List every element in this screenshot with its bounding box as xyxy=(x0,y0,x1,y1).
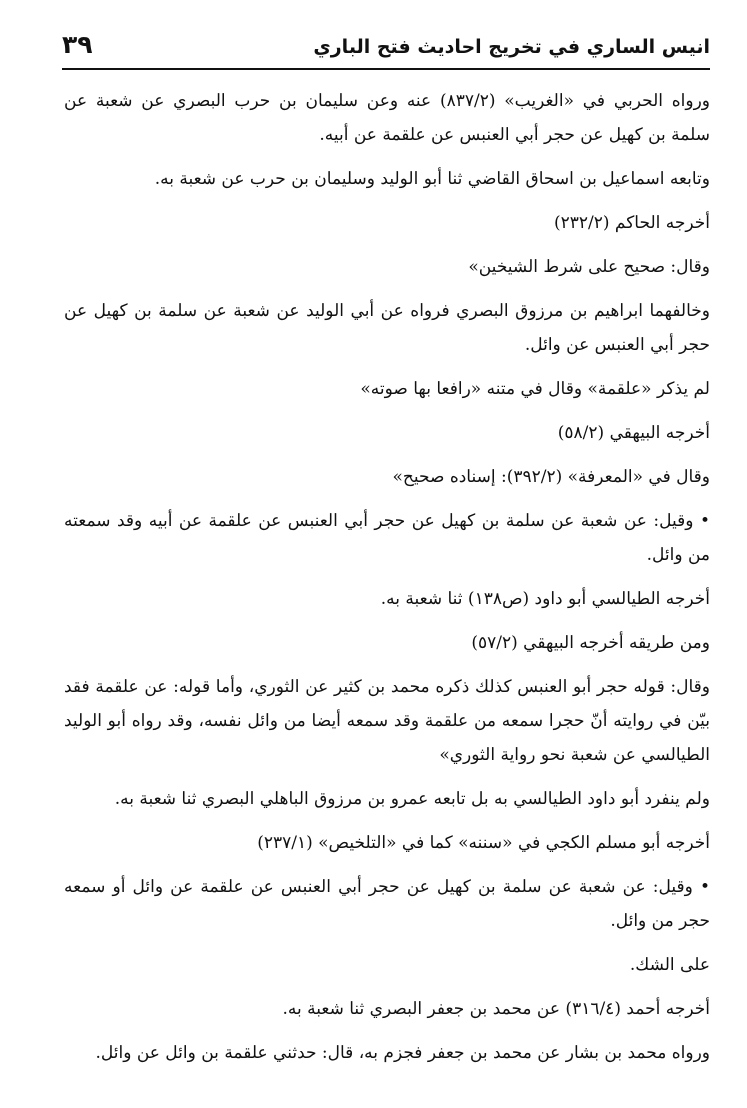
paragraph: ورواه محمد بن بشار عن محمد بن جعفر فجزم به، قال: حدثني علقمة بن وائل عن وائل. xyxy=(95,1043,710,1063)
paragraph: أخرجه الحاكم (٢٣٢/٢) xyxy=(553,213,710,233)
paragraph: ومن طريقه أخرجه البيهقي (٥٧/٢) xyxy=(471,633,710,653)
body-text xyxy=(64,84,710,1080)
paragraph: وقال في «المعرفة» (٣٩٢/٢): إسناده صحيح» xyxy=(392,467,710,487)
book-title: انيس الساري في تخريج احاديث فتح الباري xyxy=(313,36,710,58)
paragraph: لم يذكر «علقمة» وقال في متنه «رافعا بها صوته» xyxy=(360,379,710,399)
paragraph: أخرجه البيهقي (٥٨/٢) xyxy=(557,423,710,443)
paragraph: أخرجه أحمد (٣١٦/٤) عن محمد بن جعفر البصري ثنا شعبة به. xyxy=(282,999,710,1019)
header-divider xyxy=(62,68,710,70)
paragraph: ولم ينفرد أبو داود الطيالسي به بل تابعه عمرو بن مرزوق الباهلي البصري ثنا شعبة به. xyxy=(114,789,710,809)
paragraph: وقال: قوله حجر أبو العنبس كذلك ذكره محمد بن كثير عن الثوري، وأما قوله: عن علقمة فقد بيّن في روايته أنّ حجرا سمعه من علقمة وقد سمعه أيضا من وائل نفسه، وقد رواه أبو الوليد الطيالسي عن شعبة نحو رواية الثوري» xyxy=(64,677,710,765)
bullet-paragraph: • وقيل: عن شعبة عن سلمة بن كهيل عن حجر أبي العنبس عن علقمة عن أبيه وقد سمعته من وائل. xyxy=(64,504,710,572)
bullet-paragraph: • وقيل: عن شعبة عن سلمة بن كهيل عن حجر أبي العنبس عن علقمة عن وائل أو سمعه حجر من وائل. xyxy=(64,870,710,938)
paragraph: ورواه الحربي في «الغريب» (٨٣٧/٢) عنه وعن سليمان بن حرب البصري عن شعبة عن سلمة بن كهيل عن حجر أبي العنبس عن علقمة عن أبيه. xyxy=(64,91,711,145)
paragraph: وتابعه اسماعيل بن اسحاق القاضي ثنا أبو الوليد وسليمان بن حرب عن شعبة به. xyxy=(154,169,710,189)
page-number: ٣٩ xyxy=(62,30,93,59)
paragraph: وخالفهما ابراهيم بن مرزوق البصري فرواه عن أبي الوليد عن شعبة عن سلمة بن كهيل عن حجر أبي العنبس عن وائل. xyxy=(64,301,710,355)
page-header xyxy=(62,30,710,68)
paragraph: أخرجه الطيالسي أبو داود (ص١٣٨) ثنا شعبة به. xyxy=(380,589,710,609)
paragraph: وقال: صحيح على شرط الشيخين» xyxy=(468,257,710,277)
paragraph: أخرجه أبو مسلم الكجي في «سننه» كما في «التلخيص» (٢٣٧/١) xyxy=(257,833,710,853)
paragraph: على الشك. xyxy=(629,955,710,975)
